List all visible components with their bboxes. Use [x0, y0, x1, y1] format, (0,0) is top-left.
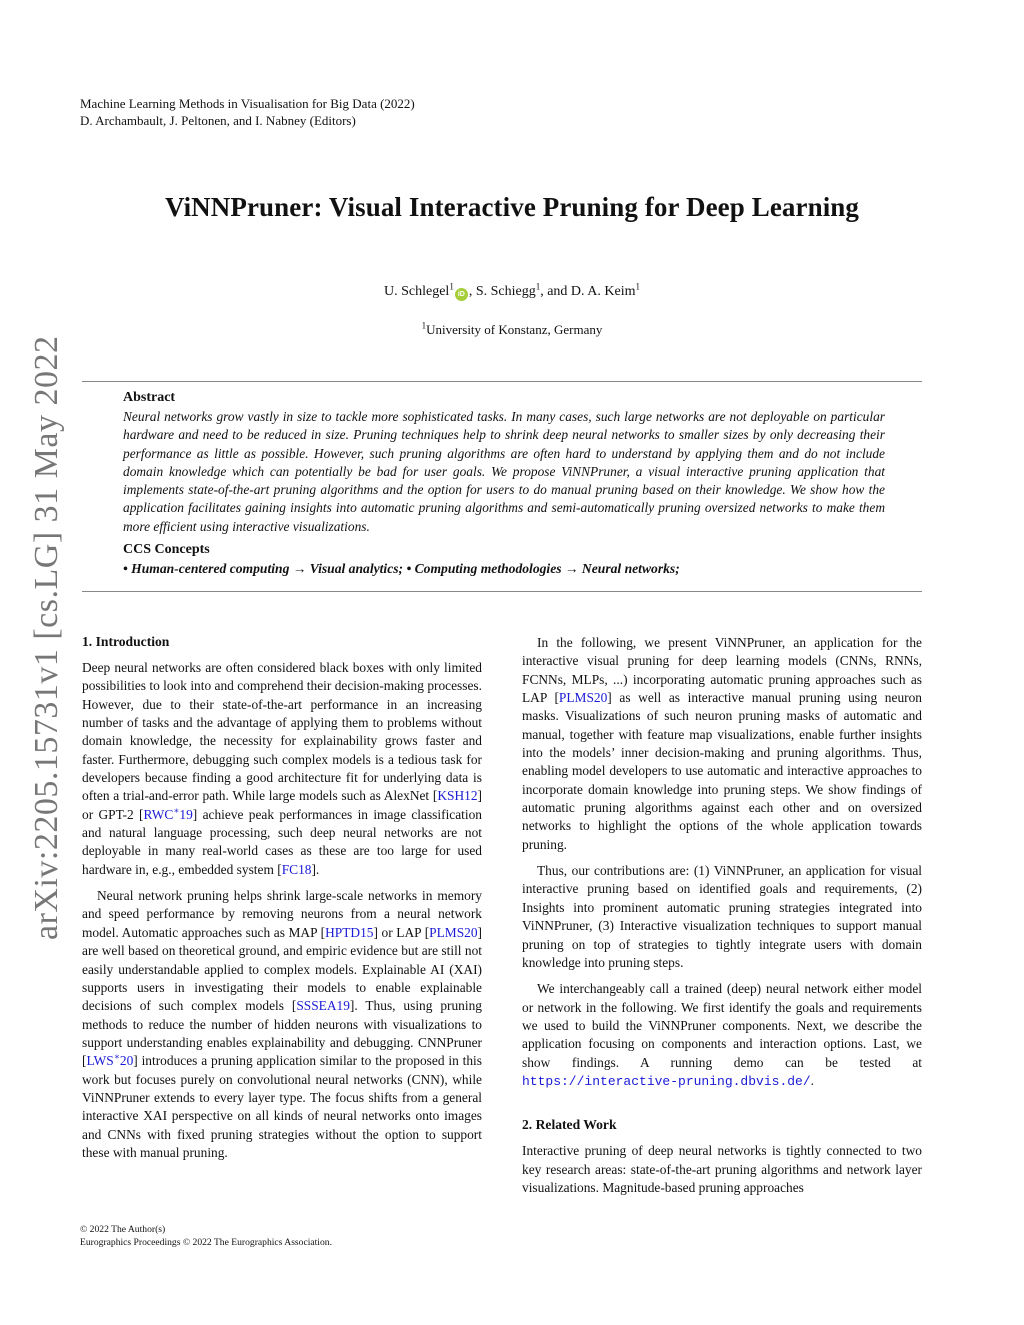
citation-link[interactable]: PLMS20 — [558, 690, 608, 706]
editors-line: D. Archambault, J. Peltonen, and I. Nabney (Editors) — [80, 113, 356, 128]
author-name: , and D. A. Keim — [540, 284, 636, 299]
author-list — [0, 281, 1024, 301]
affiliation-text: University of Konstanz, Germany — [426, 322, 603, 337]
orcid-icon[interactable]: iD — [455, 288, 468, 301]
text-run: ] achieve peak performances in image classification and natural language processing, such deep neural networks are not deployable in many real-world cases as these are too large for used hardware in, e.g., embedded system [ — [82, 806, 483, 877]
abstract-heading: Abstract — [123, 390, 176, 405]
abstract-text: Neural networks grow vastly in size to tackle more sophisticated tasks. In many cases, such large networks are not deployable on particular hardware and need to be reduced in size. Pruning techniques help to shrink deep neural networks to smaller sizes by only decreasing their performance as little as possible. However, such pruning algorithms are often hard to understand by applying them and do not include domain knowledge which can potentially be bad for user goals. We propose ViNNPruner, a visual interactive pruning application that implements state-of-the-art pruning algorithms and the option for users to do manual pruning based on their knowledge. We show how the application facilitates gaining insights into automatic pruning algorithms and semi-automatically pruning oversized networks to make them more efficient using interactive visualizations. — [123, 409, 885, 534]
citation-link[interactable] — [86, 1053, 133, 1068]
right-paragraph-3 — [522, 980, 922, 1091]
ccs-heading: CCS Concepts — [123, 542, 210, 557]
left-column — [82, 634, 482, 1162]
text-run: Deep neural networks are often considered black boxes with only limited possibilities to look into and comprehend their decision-making processes. However, due to their state-of-the-art performance in an increasing number of tasks and the advantage of applying them to problems without domain knowledge, the necessity for explainability grows faster and faster. Furthermore, debugging such complex models is a tedious task for developers because finding a good architecture fit for underlying data is often a trial-and-error path. While large models such as AlexNet [ — [82, 660, 482, 804]
text-run: Neural network pruning helps shrink large-scale networks in memory and speed performance by removing neurons from a neural network model. Automatic approaches such as MAP [ — [82, 888, 482, 940]
publisher-line: Eurographics Proceedings © 2022 The Eurographics Association. — [80, 1237, 332, 1248]
affiliation-marker: 1 — [635, 281, 640, 292]
section-heading-introduction: 1. Introduction — [82, 634, 170, 649]
text-run: ] are well based on theoretical ground, and empiric evidence but are still not easily understandable applied to complex models. Explainable AI (XAI) supports users in investigating their models to enable explainable decisions of such complex models [ — [82, 924, 482, 1014]
citation-link[interactable]: SSSEA19 — [296, 998, 350, 1014]
text-run: ]. — [311, 861, 320, 877]
right-paragraph-1 — [522, 634, 922, 854]
text-run: ]. Thus, using pruning methods to reduce the number of hidden neurons with visualizations to support understanding enables explainability and debugging. CNNPruner [ — [82, 998, 482, 1069]
text-run: . — [810, 1072, 815, 1088]
affiliation-marker: 1 — [535, 281, 541, 292]
affiliation-marker: 1 — [449, 281, 454, 292]
section-heading-related-work: 2. Related Work — [522, 1117, 617, 1133]
text-run: ] as well as interactive manual pruning using neuron masks. Visualizations of such neuron pruning masks of automatic and manual, together with feature map visualizations, enable further insights into the models’ inner decision-making and pruning algorithms. Thus, enabling model developers to use automatic and interactive approaches to incorporate domain knowledge into pruning steps. We show findings of automatic pruning algorithms against each other and on oversized networks to highlight the options of the whole application towards pruning. — [522, 690, 922, 852]
arxiv-stamp: arXiv:2205.15731v1 [cs.LG] 31 May 2022 — [28, 335, 65, 940]
venue-header — [80, 95, 415, 129]
related-work-paragraph: Interactive pruning of deep neural networks is tightly connected to two key research areas: state-of-the-art pruning algorithms and network layer visualizations. Magnitude-based pruning approaches — [522, 1143, 922, 1195]
venue-line: Machine Learning Methods in Visualisation for Big Data (2022) — [80, 96, 415, 111]
citation-key: LWS — [86, 1053, 114, 1069]
citation-key: RWC — [143, 806, 174, 822]
citation-link[interactable] — [144, 807, 193, 822]
text-run: ] or GPT-2 [ — [82, 788, 482, 822]
citation-sup: ∗ — [113, 1051, 120, 1062]
citation-link[interactable]: KSH12 — [437, 788, 478, 804]
demo-url-link[interactable]: https://interactive-pruning.dbvis.de/ — [522, 1073, 811, 1089]
text-run: ] or LAP [ — [373, 924, 430, 940]
intro-paragraph-1 — [82, 659, 482, 879]
citation-link[interactable]: PLMS20 — [429, 924, 478, 940]
right-column — [522, 634, 922, 1197]
contributions-paragraph: Thus, our contributions are: (1) ViNNPruner, an application for visual interactive pruning based on identified goals and requirements, (2) Insights into prominent automatic pruning strategies integrated into ViNNPruner, (3) Interactive visualization techniques to support manual pruning on top of strategies to tightly integrate users with domain knowledge into pruning steps. — [522, 863, 922, 970]
affiliation-marker: 1 — [421, 320, 427, 331]
bottom-divider — [82, 591, 922, 592]
top-divider — [82, 381, 922, 382]
citation-sup: ∗ — [173, 805, 180, 816]
paper-title: ViNNPruner: Visual Interactive Pruning for Deep Learning — [164, 192, 860, 222]
text-run: In the following, we present ViNNPruner, an application for the interactive visual pruning for deep learning models (CNNs, RNNs, FCNNs, MLPs, ...) incorporating automatic pruning approaches such as LAP [ — [522, 635, 922, 706]
citation-link[interactable]: FC18 — [281, 861, 312, 877]
author-name: U. Schlegel — [384, 284, 450, 299]
text-run: ] introduces a pruning application similar to the proposed in this work but focuses purely on convolutional neural networks (CNN), while ViNNPruner extends to every layer type. The focus shifts from a general interactive XAI perspective on all kinds of neural networks onto images and CNNs with fixed pruning strategies without the option to support these with manual pruning. — [82, 1053, 482, 1160]
copyright-line: © 2022 The Author(s) — [80, 1224, 166, 1235]
intro-paragraph-2 — [82, 887, 482, 1162]
citation-year: 19 — [179, 806, 193, 822]
text-run: We interchangeably call a trained (deep) neural network either model or network in the following. We first identify the goals and requirements we used to build the ViNNPruner components. Next, we describe the application focusing on components and interaction options. Last, we show findings. A running demo can be tested at — [522, 981, 922, 1070]
affiliation — [0, 322, 1024, 338]
copyright-footer — [80, 1223, 332, 1249]
citation-year: 20 — [119, 1053, 134, 1069]
citation-link[interactable]: HPTD15 — [325, 924, 374, 940]
author-name: , S. Schiegg — [468, 284, 536, 299]
ccs-concepts: • Human-centered computing → Visual analytics; • Computing methodologies → Neural networks; — [123, 561, 680, 576]
